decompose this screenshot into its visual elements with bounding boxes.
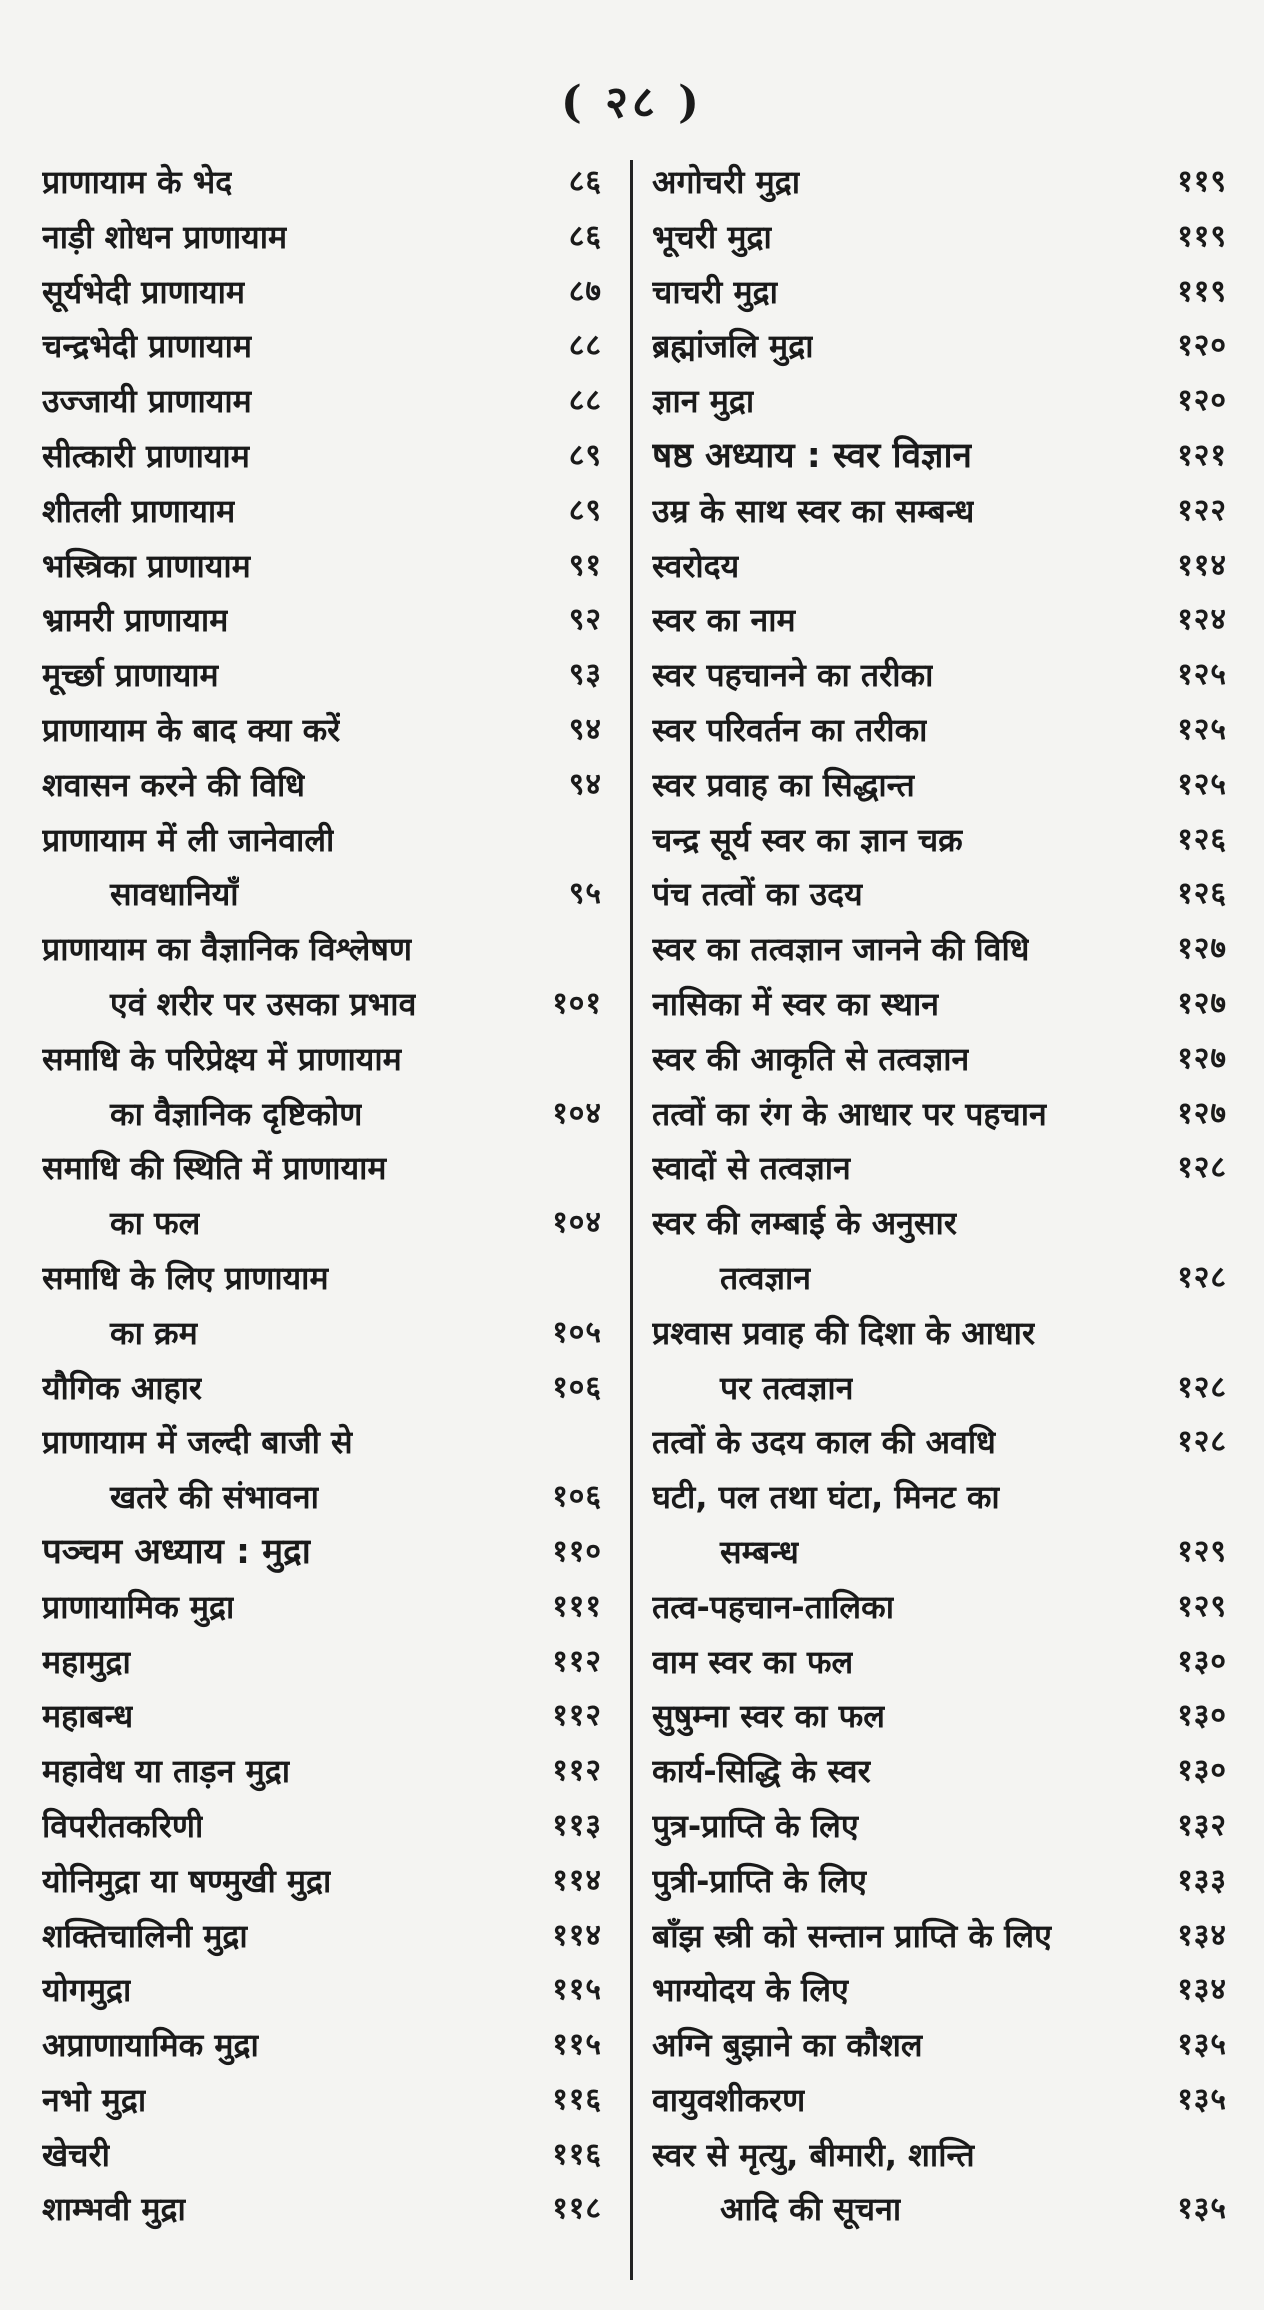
entry-page-number: १३५ xyxy=(1177,2027,1227,2063)
entry-title: प्राणायाम के बाद क्या करें xyxy=(42,710,341,749)
entry-page-number: १२७ xyxy=(1177,931,1227,967)
entry-page-number: १११ xyxy=(552,1588,602,1624)
entry-title: स्वर का तत्वज्ञान जानने की विधि xyxy=(652,930,1030,969)
index-entry xyxy=(652,1580,1227,1635)
index-entry xyxy=(652,1963,1227,2018)
index-entry xyxy=(42,2073,602,2128)
index-entry xyxy=(42,1909,602,1964)
index-entry xyxy=(42,1141,602,1196)
entry-title: सीत्कारी प्राणायाम xyxy=(42,436,250,475)
entry-page-number: ११२ xyxy=(552,1753,602,1789)
entry-title: तत्व-पहचान-तालिका xyxy=(652,1587,894,1626)
entry-title: पर तत्वज्ञान xyxy=(720,1368,854,1407)
index-entry xyxy=(652,265,1227,320)
entry-title: समाधि के परिप्रेक्ष्य में प्राणायाम xyxy=(42,1039,402,1078)
entry-title: नाड़ी शोधन प्राणायाम xyxy=(42,217,288,256)
entry-title: सम्बन्ध xyxy=(720,1532,799,1571)
index-entry xyxy=(42,1306,602,1361)
entry-page-number: ११२ xyxy=(552,1643,602,1679)
entry-title: विपरीतकरिणी xyxy=(42,1806,204,1845)
entry-page-number: ११९ xyxy=(1177,218,1227,254)
entry-page-number: ८९ xyxy=(568,492,602,528)
entry-title: स्वर पहचानने का तरीका xyxy=(652,656,934,695)
entry-page-number: ८८ xyxy=(568,328,602,364)
entry-page-number: १३४ xyxy=(1177,1972,1227,2008)
entry-title: समाधि की स्थिति में प्राणायाम xyxy=(42,1149,387,1188)
index-entry xyxy=(652,1251,1227,1306)
page-number: ( २८ ) xyxy=(560,77,704,128)
index-entry xyxy=(42,155,602,210)
entry-title: प्राणायाम में जल्दी बाजी से xyxy=(42,1423,353,1462)
entry-page-number: १२७ xyxy=(1177,1095,1227,1131)
index-entry xyxy=(42,593,602,648)
index-entry xyxy=(42,648,602,703)
entry-title: चन्द्रभेदी प्राणायाम xyxy=(42,327,253,366)
left-column xyxy=(42,155,602,2237)
entry-title: महावेध या ताड़न मुद्रा xyxy=(42,1752,290,1791)
index-entry xyxy=(652,1415,1227,1470)
entry-title: ज्ञान मुद्रा xyxy=(652,382,755,421)
index-entry xyxy=(42,758,602,813)
entry-page-number: ११९ xyxy=(1177,273,1227,309)
entry-page-number: १२९ xyxy=(1177,1533,1227,1569)
entry-title: समाधि के लिए प्राणायाम xyxy=(42,1258,329,1297)
entry-page-number: १०६ xyxy=(552,1479,602,1515)
entry-title: उम्र के साथ स्वर का सम्बन्ध xyxy=(652,491,975,530)
entry-page-number: ११२ xyxy=(552,1698,602,1734)
index-entry xyxy=(652,1470,1227,1525)
index-entry xyxy=(42,1087,602,1142)
entry-title: भ्रामरी प्राणायाम xyxy=(42,601,229,640)
entry-page-number: १३० xyxy=(1177,1698,1227,1734)
index-entry xyxy=(652,2182,1227,2237)
entry-title: पञ्चम अध्याय : मुद्रा xyxy=(42,1531,311,1572)
index-entry xyxy=(652,1196,1227,1251)
index-entry xyxy=(652,1635,1227,1690)
index-entry xyxy=(652,703,1227,758)
entry-title: खेचरी xyxy=(42,2135,110,2174)
index-entry xyxy=(42,867,602,922)
index-entry xyxy=(652,1361,1227,1416)
index-entry xyxy=(42,977,602,1032)
entry-title: घटी, पल तथा घंटा, मिनट का xyxy=(652,1478,1000,1517)
entry-page-number: ११८ xyxy=(552,2191,602,2227)
index-entry xyxy=(42,1854,602,1909)
entry-title: शवासन करने की विधि xyxy=(42,765,305,804)
index-entry xyxy=(42,1415,602,1470)
index-entry xyxy=(652,593,1227,648)
entry-page-number: ११४ xyxy=(552,1917,602,1953)
entry-title: स्वर का नाम xyxy=(652,601,796,640)
entry-title: मूर्च्छा प्राणायाम xyxy=(42,656,219,695)
entry-title: योनिमुद्रा या षण्मुखी मुद्रा xyxy=(42,1861,332,1900)
entry-page-number: ८७ xyxy=(568,273,602,309)
entry-page-number: १३५ xyxy=(1177,2191,1227,2227)
entry-page-number: ११६ xyxy=(552,2136,602,2172)
entry-page-number: १२८ xyxy=(1177,1259,1227,1295)
entry-page-number: १२० xyxy=(1177,383,1227,419)
entry-page-number: १०४ xyxy=(552,1205,602,1241)
index-entry xyxy=(42,813,602,868)
entry-title: नासिका में स्वर का स्थान xyxy=(652,984,940,1023)
index-entry xyxy=(42,1196,602,1251)
entry-page-number: १३० xyxy=(1177,1753,1227,1789)
entry-page-number: १३५ xyxy=(1177,2081,1227,2117)
entry-page-number: १०१ xyxy=(552,985,602,1021)
entry-page-number: ११६ xyxy=(552,2081,602,2117)
index-entry xyxy=(42,1799,602,1854)
entry-title: वाम स्वर का फल xyxy=(652,1642,854,1681)
entry-page-number: १२० xyxy=(1177,328,1227,364)
index-entry xyxy=(652,2128,1227,2183)
entry-page-number: १३० xyxy=(1177,1643,1227,1679)
index-entry xyxy=(652,2073,1227,2128)
entry-page-number: ९५ xyxy=(568,876,602,912)
index-entry xyxy=(42,2128,602,2183)
index-entry xyxy=(42,2018,602,2073)
entry-title: ब्रह्मांजलि मुद्रा xyxy=(652,327,814,366)
entry-title: सुषुम्ना स्वर का फल xyxy=(652,1697,885,1736)
entry-page-number: १२९ xyxy=(1177,1588,1227,1624)
index-entry xyxy=(42,265,602,320)
entry-page-number: १२६ xyxy=(1177,821,1227,857)
chapter-heading xyxy=(652,429,1227,484)
entry-page-number: १२८ xyxy=(1177,1424,1227,1460)
entry-page-number: १२७ xyxy=(1177,1040,1227,1076)
entry-page-number: १२६ xyxy=(1177,876,1227,912)
entry-page-number: ११४ xyxy=(1177,547,1227,583)
entry-page-number: ९४ xyxy=(568,766,602,802)
entry-title: सावधानियाँ xyxy=(110,875,239,914)
index-entry xyxy=(652,374,1227,429)
index-entry xyxy=(652,1854,1227,1909)
index-entry xyxy=(652,2018,1227,2073)
entry-title: तत्वों के उदय काल की अवधि xyxy=(652,1423,996,1462)
entry-title: सूर्यभेदी प्राणायाम xyxy=(42,272,246,311)
entry-title: प्रश्वास प्रवाह की दिशा के आधार xyxy=(652,1313,1036,1352)
index-entry xyxy=(652,922,1227,977)
index-entry xyxy=(652,1909,1227,1964)
entry-title: का फल xyxy=(110,1204,201,1243)
entry-title: शाम्भवी मुद्रा xyxy=(42,2190,186,2229)
entry-title: योगमुद्रा xyxy=(42,1971,132,2010)
entry-title: भाग्योदय के लिए xyxy=(652,1971,849,2010)
index-entry xyxy=(42,1032,602,1087)
entry-title: स्वादों से तत्वज्ञान xyxy=(652,1149,851,1188)
entry-title: स्वर की लम्बाई के अनुसार xyxy=(652,1204,957,1243)
entry-page-number: १३४ xyxy=(1177,1917,1227,1953)
entry-title: स्वर की आकृति से तत्वज्ञान xyxy=(652,1039,970,1078)
entry-title: षष्ठ अध्याय : स्वर विज्ञान xyxy=(652,435,972,476)
chapter-heading xyxy=(42,1525,602,1580)
entry-page-number: १२२ xyxy=(1177,492,1227,528)
index-entry xyxy=(42,1635,602,1690)
entry-page-number: ९२ xyxy=(568,602,602,638)
index-entry xyxy=(652,210,1227,265)
entry-title: प्राणायामिक मुद्रा xyxy=(42,1587,235,1626)
entry-title: पुत्री-प्राप्ति के लिए xyxy=(652,1861,867,1900)
entry-page-number: ८६ xyxy=(568,218,602,254)
entry-title: चाचरी मुद्रा xyxy=(652,272,778,311)
entry-page-number: ९४ xyxy=(568,711,602,747)
entry-title: एवं शरीर पर उसका प्रभाव xyxy=(110,984,417,1023)
entry-title: कार्य-सिद्धि के स्वर xyxy=(652,1752,871,1791)
entry-title: नभो मुद्रा xyxy=(42,2080,147,2119)
entry-title: चन्द्र सूर्य स्वर का ज्ञान चक्र xyxy=(652,820,963,859)
right-column xyxy=(652,155,1227,2237)
index-entry xyxy=(42,1963,602,2018)
entry-page-number: १२५ xyxy=(1177,657,1227,693)
entry-title: प्राणायाम का वैज्ञानिक विश्लेषण xyxy=(42,930,412,969)
entry-page-number: १३२ xyxy=(1177,1807,1227,1843)
entry-title: बाँझ स्त्री को सन्तान प्राप्ति के लिए xyxy=(652,1916,1052,1955)
entry-page-number: ११९ xyxy=(1177,164,1227,199)
index-entry xyxy=(42,484,602,539)
entry-page-number: १०५ xyxy=(552,1314,602,1350)
entry-title: महाबन्ध xyxy=(42,1697,134,1736)
index-entry xyxy=(652,648,1227,703)
entry-page-number: ११४ xyxy=(552,1862,602,1898)
index-entry xyxy=(652,1306,1227,1361)
entry-page-number: ८६ xyxy=(568,164,602,199)
index-entry xyxy=(42,1580,602,1635)
entry-page-number: १२५ xyxy=(1177,766,1227,802)
index-entry xyxy=(652,1689,1227,1744)
entry-title: महामुद्रा xyxy=(42,1642,131,1681)
entry-title: अप्राणायामिक मुद्रा xyxy=(42,2026,259,2065)
index-entry xyxy=(652,1141,1227,1196)
entry-title: शीतली प्राणायाम xyxy=(42,491,236,530)
index-entry xyxy=(42,210,602,265)
index-entry xyxy=(42,374,602,429)
index-entry xyxy=(42,1689,602,1744)
entry-title: प्राणायाम के भेद xyxy=(42,163,233,201)
entry-page-number: ९३ xyxy=(568,657,602,693)
entry-title: अगोचरी मुद्रा xyxy=(652,163,801,201)
entry-page-number: १२७ xyxy=(1177,985,1227,1021)
entry-page-number: १०६ xyxy=(552,1369,602,1405)
index-entry xyxy=(652,484,1227,539)
entry-title: उज्जायी प्राणायाम xyxy=(42,382,252,421)
entry-title: खतरे की संभावना xyxy=(110,1478,319,1517)
index-entry xyxy=(652,813,1227,868)
entry-page-number: १३३ xyxy=(1177,1862,1227,1898)
entry-page-number: १२५ xyxy=(1177,711,1227,747)
index-entry xyxy=(652,1525,1227,1580)
index-entry xyxy=(652,867,1227,922)
entry-title: यौगिक आहार xyxy=(42,1368,202,1407)
index-entry xyxy=(42,703,602,758)
index-entry xyxy=(42,1744,602,1799)
entry-title: स्वर प्रवाह का सिद्धान्त xyxy=(652,765,915,804)
index-entry xyxy=(652,319,1227,374)
entry-title: स्वर से मृत्यु, बीमारी, शान्ति xyxy=(652,2135,975,2174)
entry-page-number: १०४ xyxy=(552,1095,602,1131)
index-entry xyxy=(42,539,602,594)
entry-title: का वैज्ञानिक दृष्टिकोण xyxy=(110,1094,363,1133)
entry-page-number: ११३ xyxy=(552,1807,602,1843)
entry-title: अग्नि बुझाने का कौशल xyxy=(652,2026,923,2065)
index-entry xyxy=(652,977,1227,1032)
entry-title: वायुवशीकरण xyxy=(652,2080,806,2119)
entry-page-number: ८८ xyxy=(568,383,602,419)
entry-page-number: १२८ xyxy=(1177,1150,1227,1186)
index-entry xyxy=(42,429,602,484)
entry-title: भस्त्रिका प्राणायाम xyxy=(42,546,251,585)
index-entry xyxy=(42,1470,602,1525)
index-entry xyxy=(652,758,1227,813)
entry-title: प्राणायाम में ली जानेवाली xyxy=(42,820,335,859)
entry-page-number: ८९ xyxy=(568,437,602,473)
entry-title: आदि की सूचना xyxy=(720,2190,902,2229)
index-entry xyxy=(652,1087,1227,1142)
index-entry xyxy=(652,1799,1227,1854)
entry-title: तत्वों का रंग के आधार पर पहचान xyxy=(652,1094,1047,1133)
entry-title: पंच तत्वों का उदय xyxy=(652,875,863,914)
entry-page-number: १२४ xyxy=(1177,602,1227,638)
entry-page-number: ११५ xyxy=(552,2027,602,2063)
entry-page-number: ९१ xyxy=(568,547,602,583)
entry-title: स्वरोदय xyxy=(652,546,740,585)
entry-title: स्वर परिवर्तन का तरीका xyxy=(652,710,928,749)
index-entry xyxy=(42,1251,602,1306)
index-entry xyxy=(42,319,602,374)
entry-page-number: १२८ xyxy=(1177,1369,1227,1405)
entry-title: तत्वज्ञान xyxy=(720,1258,812,1297)
index-entry xyxy=(652,155,1227,210)
entry-title: का क्रम xyxy=(110,1313,198,1352)
entry-page-number: ११५ xyxy=(552,1972,602,2008)
index-entry xyxy=(652,1744,1227,1799)
index-entry xyxy=(652,539,1227,594)
entry-page-number: १२१ xyxy=(1177,437,1227,473)
index-entry xyxy=(42,2182,602,2237)
entry-title: पुत्र-प्राप्ति के लिए xyxy=(652,1806,859,1845)
column-divider xyxy=(630,160,633,2280)
entry-page-number: ११० xyxy=(552,1533,602,1569)
index-entry xyxy=(42,1361,602,1416)
entry-title: शक्तिचालिनी मुद्रा xyxy=(42,1916,248,1955)
index-entry xyxy=(42,922,602,977)
entry-title: भूचरी मुद्रा xyxy=(652,217,772,256)
index-entry xyxy=(652,1032,1227,1087)
